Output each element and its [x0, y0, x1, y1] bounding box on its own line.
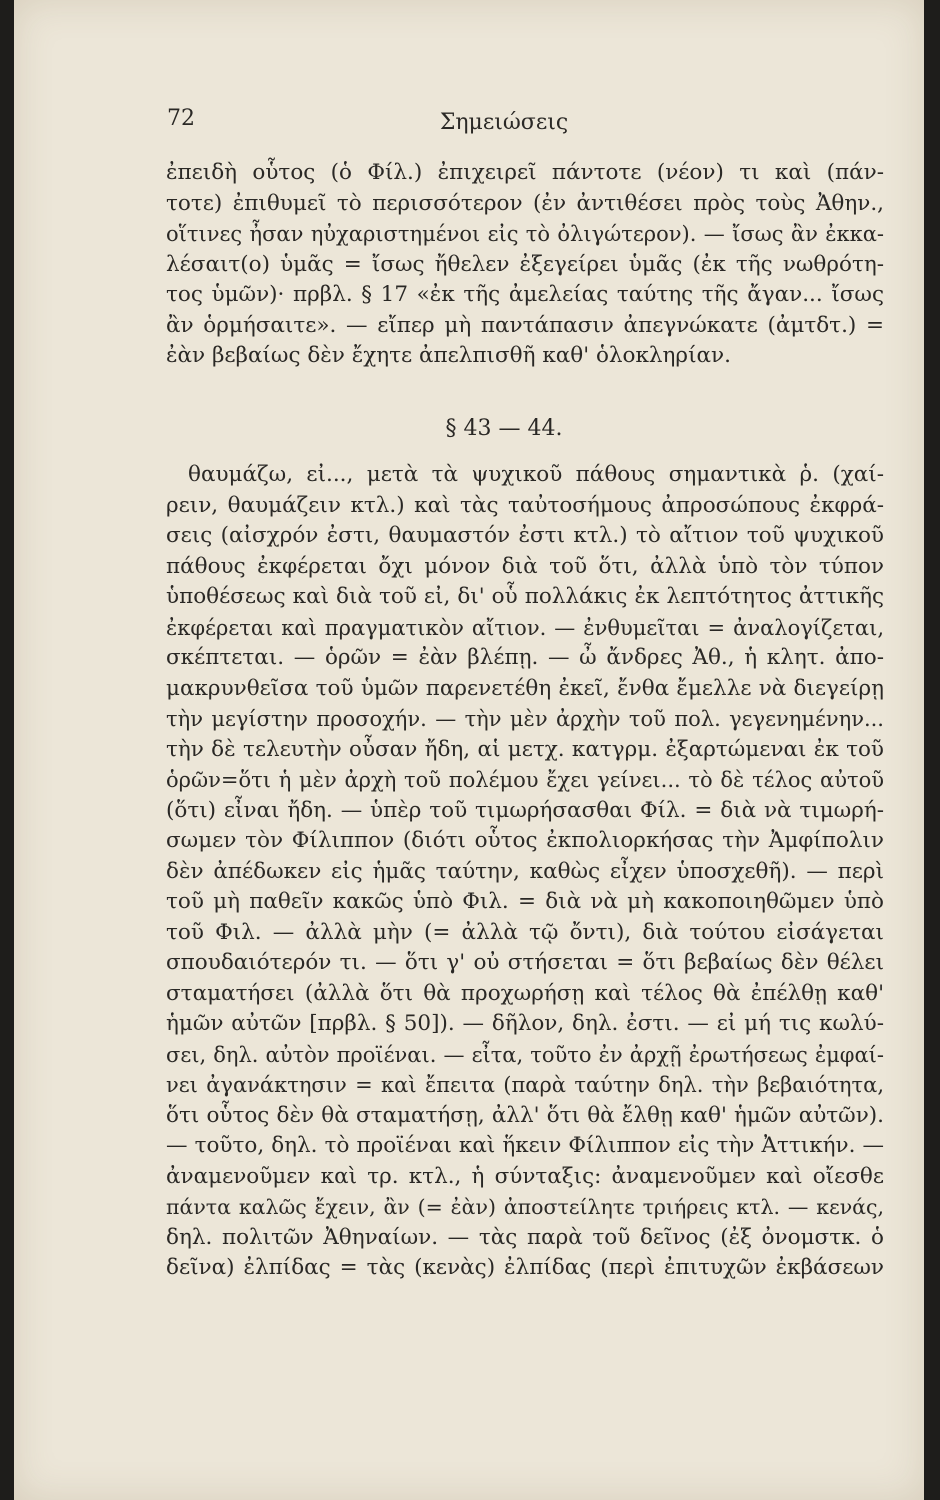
text-line: σκέπτεται. — ὁρῶν = ἐὰν βλέπῃ. — ὦ ἄνδρες Ἀθ., ἡ κλητ. ἀπο- [166, 645, 884, 670]
text-line: σεις (αἰσχρόν ἐστι, θαυμαστόν ἐστι κτλ.) τὸ αἴτιον τοῦ ψυχικοῦ [166, 523, 884, 548]
text-line: σταματήσει (ἀλλὰ ὅτι θὰ προχωρήσῃ καὶ τέλος θὰ ἐπέλθῃ καθ' [166, 980, 884, 1006]
text-line: πάθους ἐκφέρεται ὄχι μόνον διὰ τοῦ ὅτι, ἀλλὰ ὑπὸ τὸν τύπον [166, 553, 884, 579]
text-line: ὁρῶν=ὅτι ἡ μὲν ἀρχὴ τοῦ πολέμου ἔχει γείνει... τὸ δὲ τέλος αὐτοῦ [166, 768, 884, 792]
text-line: τος ὑμῶν)· πρβλ. § 17 «ἐκ τῆς ἀμελείας ταύτης τῆς ἄγαν... ἴσως [166, 282, 884, 307]
text-line: ἐπειδὴ οὗτος (ὁ Φίλ.) ἐπιχειρεῖ πάντοτε (νέον) τι καὶ (πάν- [166, 160, 884, 185]
page-number: 72 [167, 106, 195, 131]
text-line: ἡμῶν αὐτῶν [πρβλ. § 50]). — δῆλον, δηλ. ἐστι. — εἰ μή τις κωλύ- [166, 1011, 884, 1036]
text-line: σει, δηλ. αὐτὸν προϊέναι. — εἶτα, τοῦτο ἐν ἀρχῇ ἐρωτήσεως ἐμφαί- [166, 1042, 884, 1067]
text-line: τὴν δὲ τελευτὴν οὖσαν ἤδη, αἱ μετχ. κατγρμ. ἐξαρτώμεναι ἐκ τοῦ [166, 736, 884, 762]
text-line: ὑποθέσεως καὶ διὰ τοῦ εἰ, δι' οὗ πολλάκις ἐκ λεπτότητος ἀττικῆς [166, 584, 884, 609]
text-line: ἂν ὁρμήσαιτε». — εἴπερ μὴ παντάπασιν ἀπεγνώκατε (ἀμτδτ.) = [166, 312, 884, 338]
text-line: θαυμάζω, εἰ..., μετὰ τὰ ψυχικοῦ πάθους σημαντικὰ ῥ. (χαί- [188, 462, 884, 487]
text-line: ὅτι οὗτος δὲν θὰ σταματήσῃ, ἀλλ' ὅτι θὰ ἔλθῃ καθ' ἡμῶν αὐτῶν). [166, 1102, 884, 1128]
running-header: Σημειώσεις [439, 110, 569, 135]
text-line: μακρυνθεῖσα τοῦ ὑμῶν παρενετέθη ἐκεῖ, ἔνθα ἔμελλε νὰ διεγείρῃ [166, 675, 884, 701]
text-line: ἀναμενοῦμεν καὶ τρ. κτλ., ἡ σύνταξις: ἀναμενοῦμεν καὶ οἴεσθε [166, 1163, 884, 1189]
text-line: ρειν, θαυμάζειν κτλ.) καὶ τὰς ταὐτοσήμους ἀπροσώπους ἐκφρά- [166, 492, 884, 518]
text-line: δηλ. πολιτῶν Ἀθηναίων. — τὰς παρὰ τοῦ δεῖνος (ἐξ ὀνομστκ. ὁ [166, 1224, 884, 1250]
text-line: τὴν μεγίστην προσοχήν. — τὴν μὲν ἀρχὴν τοῦ πολ. γεγενημένην... [166, 707, 884, 731]
text-line: νει ἀγανάκτησιν = καὶ ἔπειτα (παρὰ ταύτην δηλ. τὴν βεβαιότητα, [166, 1073, 884, 1097]
text-line: λέσαιτ(ο) ὑμᾶς = ἴσως ἤθελεν ἐξεγείρει ὑμᾶς (ἐκ τῆς νωθρότη- [166, 251, 884, 277]
paragraph-1 [166, 158, 884, 372]
text-line: σωμεν τὸν Φίλιππον (διότι οὗτος ἐκπολιορκήσας τὴν Ἀμφίπολιν [166, 828, 884, 853]
text-line: πάντα καλῶς ἔχειν, ἂν (= ἐὰν) ἀποστείλητε τριήρεις κτλ. — κενάς, [166, 1195, 884, 1219]
paragraph-2 [166, 460, 884, 1284]
text-line: — τοῦτο, δηλ. τὸ προϊέναι καὶ ἥκειν Φίλιππον εἰς τὴν Ἀττικήν. — [166, 1133, 884, 1158]
text-line: τοῦ μὴ παθεῖν κακῶς ὑπὸ Φιλ. = διὰ νὰ μὴ κακοποιηθῶμεν ὑπὸ [166, 889, 884, 914]
text-line: ἐὰν βεβαίως δὲν ἔχητε ἀπελπισθῆ καθ' ὁλοκληρίαν. [166, 343, 731, 368]
text-line: (ὅτι) εἶναι ἤδη. — ὑπὲρ τοῦ τιμωρήσασθαι Φίλ. = διὰ νὰ τιμωρή- [166, 797, 884, 823]
text-line: οἵτινες ἦσαν ηὐχαριστημένοι εἰς τὸ ὀλιγώτερον). — ἴσως ἂν ἐκκα- [166, 222, 884, 246]
text-line: τοτε) ἐπιθυμεῖ τὸ περισσότερον (ἐν ἀντιθέσει πρὸς τοὺς Ἀθην., [166, 190, 884, 216]
text-line: τοῦ Φιλ. — ἀλλὰ μὴν (= ἀλλὰ τῷ ὄντι), διὰ τούτου εἰσάγεται [166, 919, 884, 945]
text-line: ἐκφέρεται καὶ πραγματικὸν αἴτιον. — ἐνθυμεῖται = ἀναλογίζεται, [166, 615, 884, 640]
text-line: δὲν ἀπέδωκεν εἰς ἡμᾶς ταύτην, καθὼς εἶχεν ὑποσχεθῆ). — περὶ [166, 858, 884, 884]
section-heading: § 43 — 44. [445, 416, 563, 441]
book-page [14, 0, 924, 1500]
text-line: δεῖνα) ἐλπίδας = τὰς (κενὰς) ἐλπίδας (περὶ ἐπιτυχῶν ἐκβάσεων [166, 1255, 884, 1280]
text-line: σπουδαιότερόν τι. — ὅτι γ' οὐ στήσεται = ὅτι βεβαίως δὲν θέλει [166, 950, 884, 975]
